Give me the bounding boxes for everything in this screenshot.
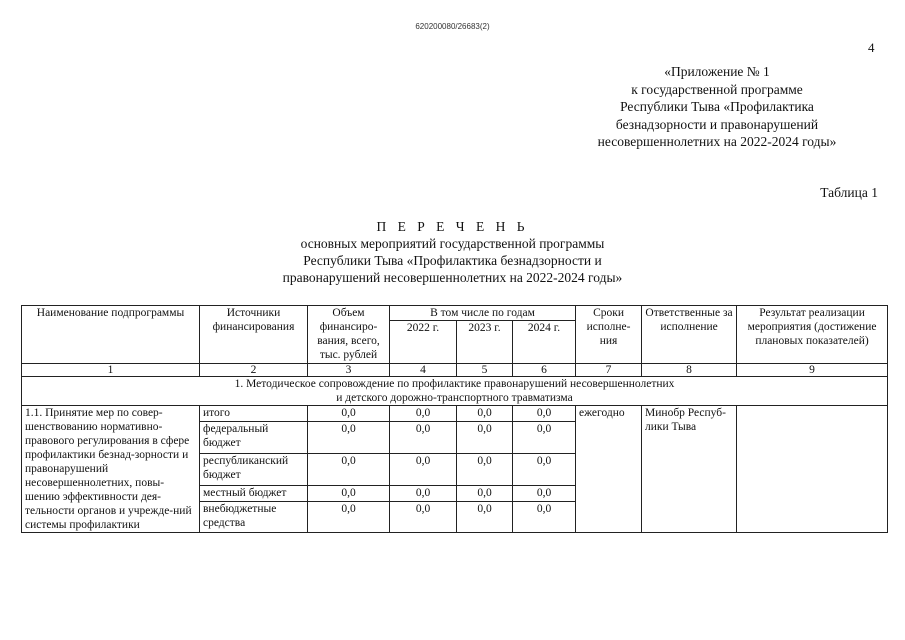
column-number: 1 xyxy=(22,364,200,377)
appendix-line: безнадзорности и правонарушений xyxy=(615,116,819,132)
title-line: правонарушений несовершеннолетних на 2022-2024 годы» xyxy=(282,270,623,285)
appendix-line: несовершеннолетних на 2022-2024 годы» xyxy=(597,134,837,149)
header-by-years: В том числе по годам xyxy=(390,306,576,321)
total-cell: 0,0 xyxy=(308,453,390,485)
year-2024-cell: 0,0 xyxy=(513,406,576,422)
header-year-2024: 2024 г. xyxy=(513,321,576,364)
measures-table xyxy=(21,305,888,533)
column-number: 6 xyxy=(513,364,576,377)
header-row xyxy=(22,306,888,321)
document-id: 620200080/26683(2) xyxy=(415,22,490,31)
title-line: основных мероприятий государственной программы xyxy=(300,236,605,251)
header-year-2023: 2023 г. xyxy=(457,321,513,364)
column-number: 8 xyxy=(642,364,737,377)
year-2023-cell: 0,0 xyxy=(457,502,513,533)
year-2022-cell: 0,0 xyxy=(390,502,457,533)
total-cell: 0,0 xyxy=(308,485,390,501)
title-heading: П Е Р Е Ч Е Н Ь xyxy=(376,219,529,234)
source-cell: внебюджетные средства xyxy=(200,502,308,533)
total-cell: 0,0 xyxy=(308,502,390,533)
header-year-2022: 2022 г. xyxy=(390,321,457,364)
header-result: Результат реализации мероприятия (достижение плановых показателей) xyxy=(737,306,888,364)
year-2024-cell: 0,0 xyxy=(513,485,576,501)
column-number: 7 xyxy=(576,364,642,377)
year-2022-cell: 0,0 xyxy=(390,406,457,422)
year-2024-cell: 0,0 xyxy=(513,453,576,485)
section-title xyxy=(22,377,888,406)
year-2023-cell: 0,0 xyxy=(457,422,513,454)
year-2022-cell: 0,0 xyxy=(390,422,457,454)
column-number: 3 xyxy=(308,364,390,377)
year-2024-cell: 0,0 xyxy=(513,422,576,454)
responsible-cell: Минобр Респуб-лики Тыва xyxy=(642,406,737,533)
column-number: 9 xyxy=(737,364,888,377)
appendix-heading xyxy=(567,63,867,151)
table-label: Таблица 1 xyxy=(820,185,878,200)
page-number: 4 xyxy=(868,40,875,55)
title-line: Республики Тыва «Профилактика безнадзорности и xyxy=(303,253,602,268)
column-number-row xyxy=(22,364,888,377)
result-cell xyxy=(737,406,888,533)
appendix-line: к государственной программе xyxy=(631,81,803,97)
item-name: 1.1. Принятие мер по совер-шенствованию нормативно-правового регулирования в сфере профилактики безнад-зорности и правонарушений несовершеннолетних, повы-шению эффективности дея-тельности органов и учрежде-ний системы профилактики xyxy=(22,406,200,533)
year-2024-cell: 0,0 xyxy=(513,502,576,533)
source-cell: местный бюджет xyxy=(200,485,308,501)
terms-cell: ежегодно xyxy=(576,406,642,533)
year-2023-cell: 0,0 xyxy=(457,406,513,422)
appendix-line: «Приложение № 1 xyxy=(664,64,770,79)
appendix-line: Республики Тыва «Профилактика xyxy=(620,99,814,114)
section-title-line: и детского дорожно-транспортного травматизма xyxy=(336,392,573,404)
year-2022-cell: 0,0 xyxy=(390,453,457,485)
header-terms: Сроки исполне-ния xyxy=(576,306,642,364)
section-title-line: 1. Методическое сопровождение по профилактике правонарушений несовершеннолетних xyxy=(234,378,675,390)
column-number: 5 xyxy=(457,364,513,377)
source-cell: итого xyxy=(200,406,308,422)
year-2022-cell: 0,0 xyxy=(390,485,457,501)
section-row xyxy=(22,377,888,406)
column-number: 2 xyxy=(200,364,308,377)
total-cell: 0,0 xyxy=(308,422,390,454)
total-cell: 0,0 xyxy=(308,406,390,422)
source-cell: федеральный бюджет xyxy=(200,422,308,454)
year-2023-cell: 0,0 xyxy=(457,485,513,501)
column-number: 4 xyxy=(390,364,457,377)
header-sources: Источники финансирования xyxy=(200,306,308,364)
header-responsible: Ответственные за исполнение xyxy=(642,306,737,364)
header-name: Наименование подпрограммы xyxy=(22,306,200,364)
document-title xyxy=(0,218,905,286)
source-cell: республиканский бюджет xyxy=(200,453,308,485)
table-row xyxy=(22,406,888,422)
year-2023-cell: 0,0 xyxy=(457,453,513,485)
header-volume: Объем финансиро-вания, всего, тыс. рублей xyxy=(308,306,390,364)
